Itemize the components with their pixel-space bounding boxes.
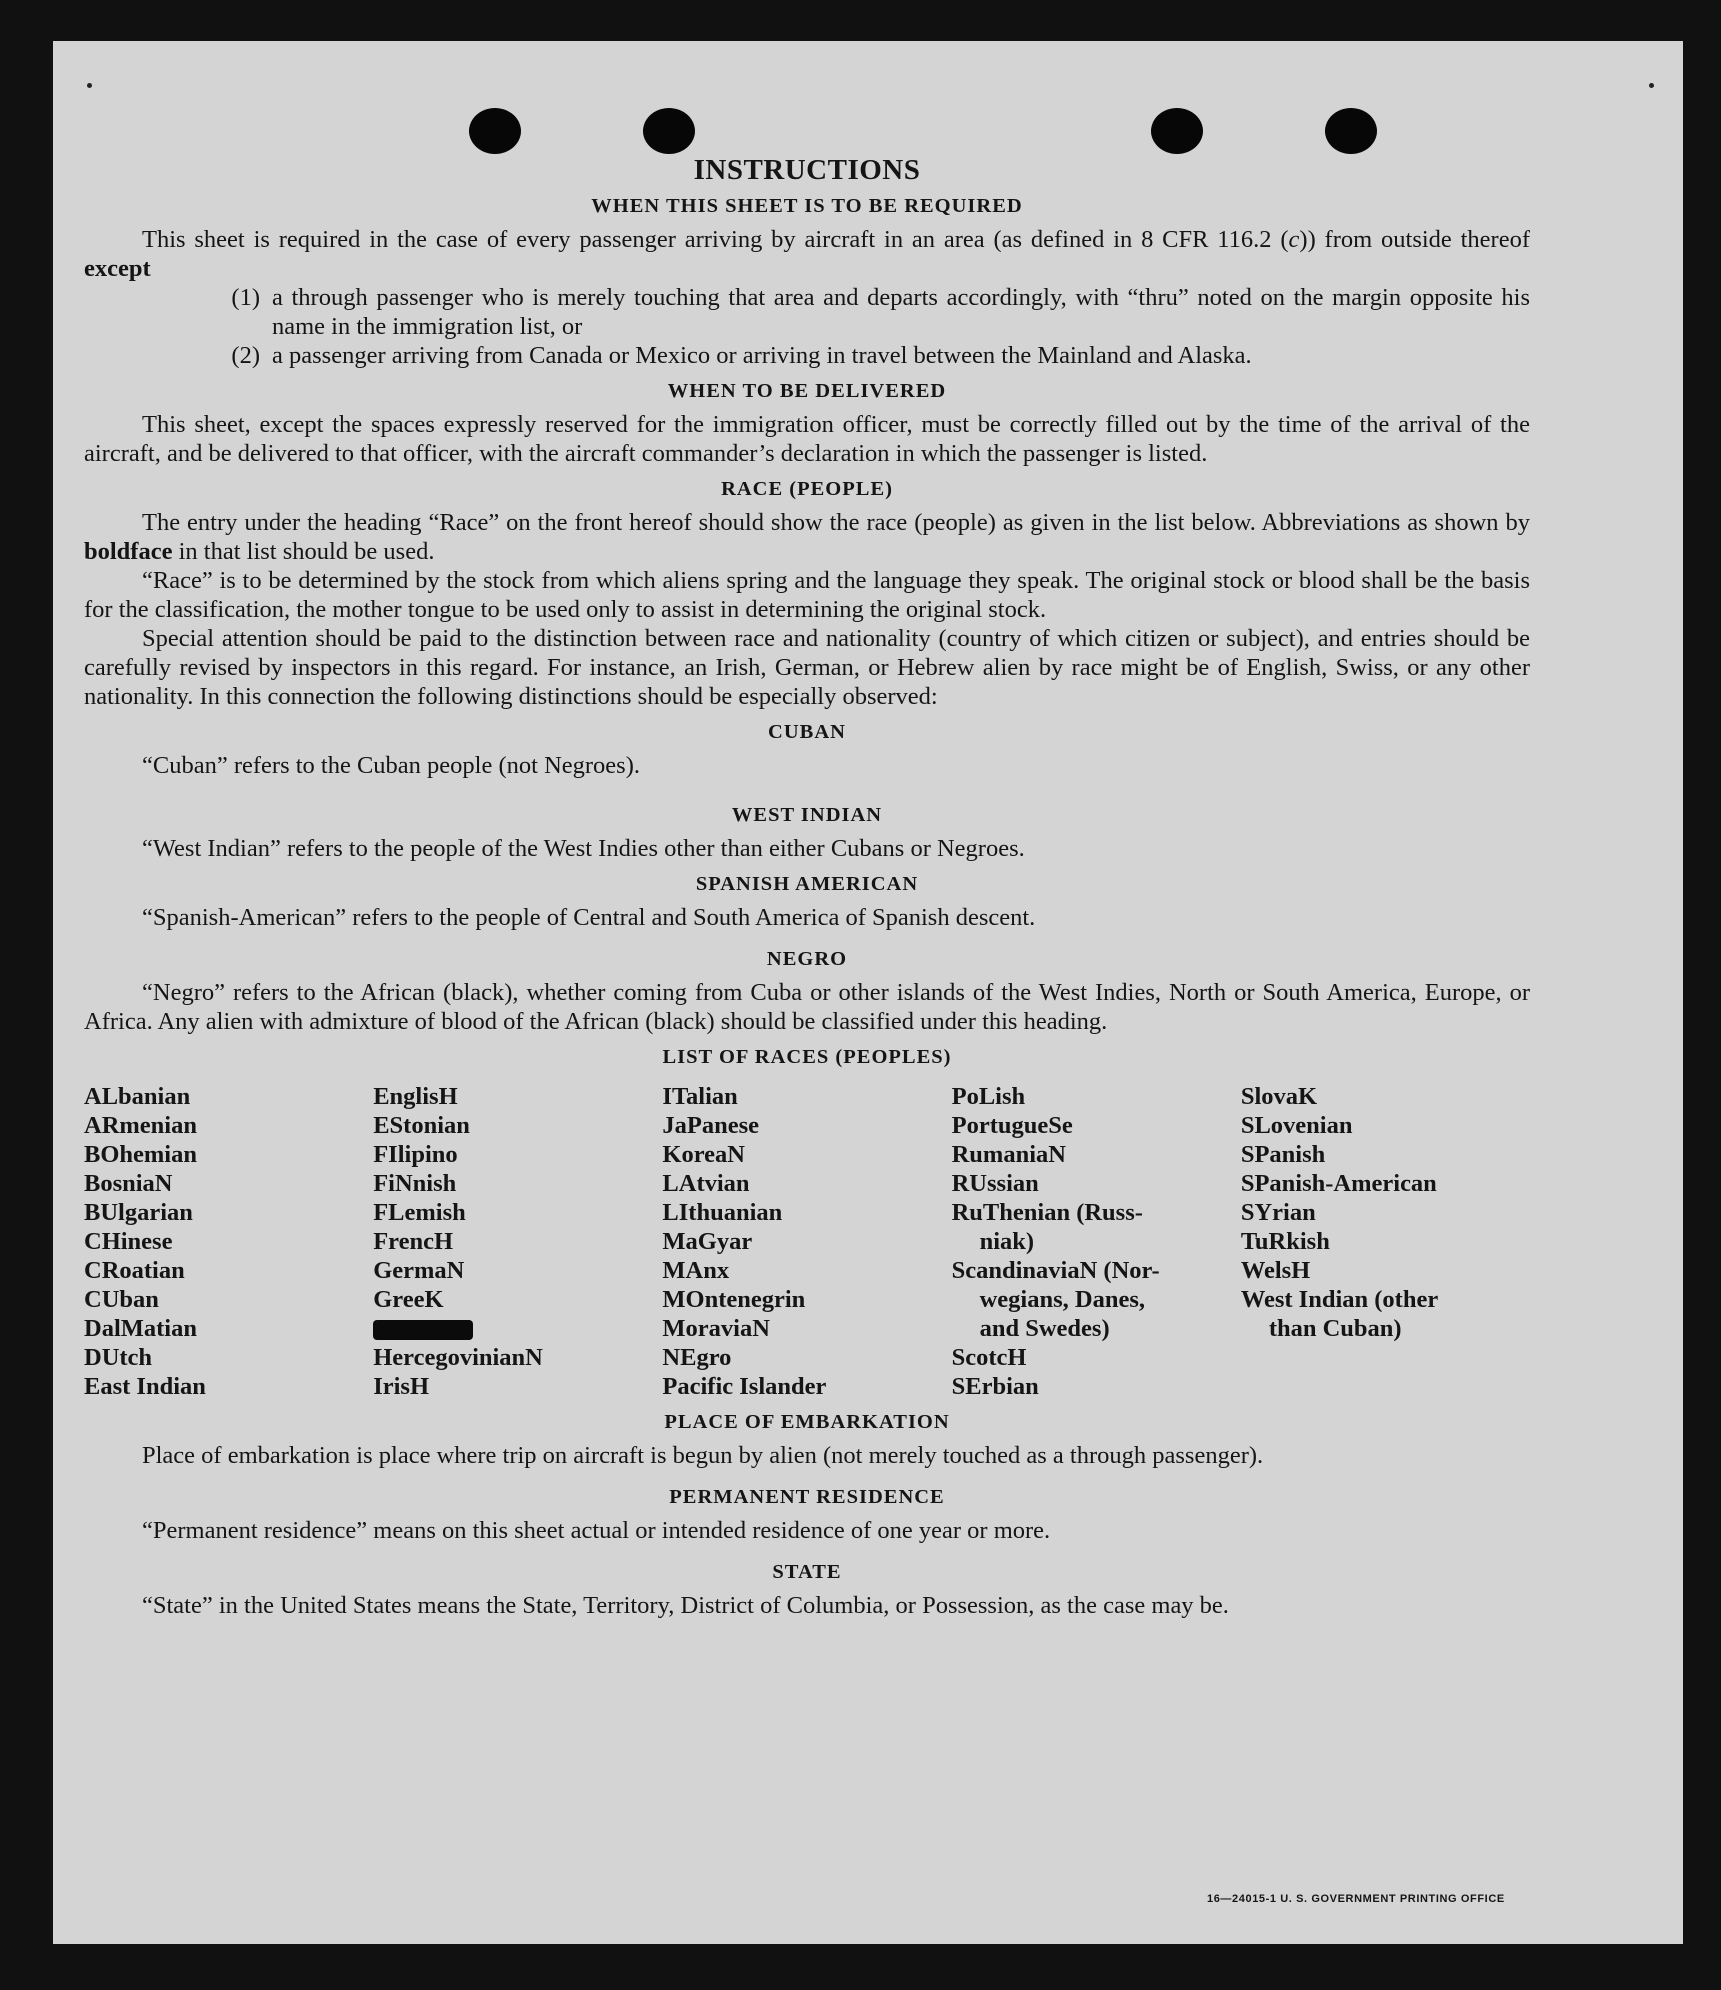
page-title: INSTRUCTIONS xyxy=(693,154,921,186)
races-column-3 xyxy=(662,1082,951,1401)
race-entry: MoraviaN xyxy=(662,1315,770,1342)
race-entry: SPanish xyxy=(1240,1141,1326,1168)
race-entry: MAnx xyxy=(662,1257,730,1284)
item-number: (2) xyxy=(231,342,260,369)
heading-embarkation: PLACE OF EMBARKATION xyxy=(664,1411,950,1433)
heading-cuban: CUBAN xyxy=(768,721,846,743)
punch-hole xyxy=(1151,108,1203,154)
document-sheet xyxy=(53,41,1683,1944)
race-p1-c: in that list should be used. xyxy=(172,538,435,565)
race-entry: FrencH xyxy=(373,1228,454,1255)
race-entry: SPanish-American xyxy=(1240,1170,1437,1197)
cuban-text: “Cuban” refers to the Cuban people (not Negroes). xyxy=(142,752,640,779)
race-entry: CUban xyxy=(84,1286,159,1313)
race-entry: GermaN xyxy=(373,1257,465,1284)
race-entry: IrisH xyxy=(373,1373,430,1400)
punch-hole xyxy=(469,108,521,154)
race-entry: ScandinaviaN (Nor- xyxy=(951,1257,1160,1284)
race-entry: PortugueSe xyxy=(951,1112,1073,1139)
race-entry: East Indian xyxy=(84,1373,206,1400)
race-entry: BosniaN xyxy=(84,1170,173,1197)
race-entry: ScotcH xyxy=(951,1344,1027,1371)
heading-delivered: WHEN TO BE DELIVERED xyxy=(667,380,947,402)
race-entry: DUtch xyxy=(84,1344,153,1371)
punch-hole xyxy=(1325,108,1377,154)
instructions-content xyxy=(84,156,1530,1620)
required-intro-b: c xyxy=(1288,226,1300,253)
race-entry: SYrian xyxy=(1240,1199,1316,1226)
race-entry: FiNnish xyxy=(373,1170,457,1197)
races-column-5 xyxy=(1241,1082,1530,1401)
item-text: a passenger arriving from Canada or Mexico or arriving in travel between the Mainland and Alaska. xyxy=(272,342,1252,369)
race-entry: EStonian xyxy=(373,1112,470,1139)
races-column-4 xyxy=(952,1082,1241,1401)
ink-speck xyxy=(87,83,92,88)
required-intro-except: except xyxy=(84,255,151,282)
races-column-2 xyxy=(373,1082,662,1401)
required-item-1 xyxy=(84,283,1530,341)
state-text: “State” in the United States means the State, Territory, District of Columbia, or Possession, as the case may be. xyxy=(142,1592,1229,1619)
race-p1-boldface: boldface xyxy=(84,538,173,565)
race-entry: TuRkish xyxy=(1240,1228,1330,1255)
race-entry: CRoatian xyxy=(84,1257,185,1284)
ink-speck xyxy=(1649,83,1654,88)
race-entry: ARmenian xyxy=(84,1112,197,1139)
race-entry-continued: niak) xyxy=(979,1228,1035,1255)
race-entry: FLemish xyxy=(373,1199,466,1226)
race-entry: Pacific Islander xyxy=(662,1373,827,1400)
race-entry: LAtvian xyxy=(662,1170,750,1197)
heading-permanent-residence: PERMANENT RESIDENCE xyxy=(669,1486,945,1508)
required-intro-a: This sheet is required in the case of every passenger arriving by aircraft in an area (as defined in 8 CFR 116.2 ( xyxy=(142,226,1289,253)
race-entry: MOntenegrin xyxy=(662,1286,806,1313)
race-entry: MaGyar xyxy=(662,1228,753,1255)
redaction-mark xyxy=(373,1320,473,1340)
item-number: (1) xyxy=(231,284,260,311)
punch-hole xyxy=(643,108,695,154)
race-entry: RuThenian (Russ- xyxy=(951,1199,1143,1226)
required-intro-c: )) from outside thereof xyxy=(1299,226,1530,253)
race-entry: RUssian xyxy=(951,1170,1039,1197)
races-column-1 xyxy=(84,1082,373,1401)
race-entry-continued: than Cuban) xyxy=(1268,1315,1402,1342)
race-paragraph-3: Special attention should be paid to the distinction between race and nationality (country of which citizen or subject), and entries should be carefully revised by inspectors in this regard. For instance, an Irish, German, or Hebrew alien by race might be of English, Swiss, or any other nationality. In this connection the following distinctions should be especially observed: xyxy=(84,625,1530,710)
heading-required: WHEN THIS SHEET IS TO BE REQUIRED xyxy=(591,195,1023,217)
race-entry: ITalian xyxy=(662,1083,738,1110)
redacted-entry xyxy=(373,1314,662,1343)
printing-office-code: 16—24015-1 U. S. GOVERNMENT PRINTING OFFICE xyxy=(1207,1893,1505,1905)
race-entry: JaPanese xyxy=(662,1112,760,1139)
heading-race: RACE (PEOPLE) xyxy=(721,478,893,500)
residence-text: “Permanent residence” means on this sheet actual or intended residence of one year or more. xyxy=(142,1517,1051,1544)
race-p1-a: The entry under the heading “Race” on the front hereof should show the race (people) as given in the list below. Abbreviations as shown by xyxy=(142,509,1530,536)
race-entry: WelsH xyxy=(1240,1257,1311,1284)
race-entry: EnglisH xyxy=(373,1083,458,1110)
heading-west-indian: WEST INDIAN xyxy=(731,804,883,826)
race-entry: HercegovinianN xyxy=(373,1344,543,1371)
required-intro xyxy=(84,225,1530,283)
race-entry: GreeK xyxy=(373,1286,444,1313)
item-text: a through passenger who is merely touching that area and departs accordingly, with “thru” noted on the margin opposite his name in the immigration list, or xyxy=(272,284,1530,340)
race-entry-continued: and Swedes) xyxy=(979,1315,1110,1342)
race-entry: SlovaK xyxy=(1240,1083,1318,1110)
race-entry-continued: wegians, Danes, xyxy=(979,1286,1145,1313)
race-entry: NEgro xyxy=(662,1344,732,1371)
races-list xyxy=(84,1082,1530,1401)
race-paragraph-2: “Race” is to be determined by the stock from which aliens spring and the language they speak. The original stock or blood shall be the basis for the classification, the mother tongue to be used only to assist in determining the original stock. xyxy=(84,567,1530,623)
race-entry: West Indian (other xyxy=(1240,1286,1439,1313)
race-entry: DalMatian xyxy=(84,1315,197,1342)
race-entry: CHinese xyxy=(84,1228,173,1255)
race-entry: PoLish xyxy=(951,1083,1026,1110)
spanish-american-text: “Spanish-American” refers to the people of Central and South America of Spanish descent. xyxy=(142,904,1036,931)
race-entry: BOhemian xyxy=(84,1141,197,1168)
delivered-text: This sheet, except the spaces expressly reserved for the immigration officer, must be correctly filled out by the time of the arrival of the aircraft, and be delivered to that officer, with the aircraft commander’s declaration in which the passenger is listed. xyxy=(84,411,1530,467)
heading-list-of-races: LIST OF RACES (PEOPLES) xyxy=(662,1046,952,1068)
heading-negro: NEGRO xyxy=(766,948,848,970)
race-entry: ALbanian xyxy=(84,1083,191,1110)
race-entry: LIthuanian xyxy=(662,1199,783,1226)
race-entry: SLovenian xyxy=(1240,1112,1353,1139)
negro-text: “Negro” refers to the African (black), whether coming from Cuba or other islands of the West Indies, North or South America, Europe, or Africa. Any alien with admixture of blood of the African (black) should be classified under this heading. xyxy=(84,979,1530,1035)
required-item-2 xyxy=(84,341,1530,370)
race-entry: RumaniaN xyxy=(951,1141,1066,1168)
heading-spanish-american: SPANISH AMERICAN xyxy=(695,873,919,895)
race-entry: SErbian xyxy=(951,1373,1039,1400)
west-indian-text: “West Indian” refers to the people of the West Indies other than either Cubans or Negroes. xyxy=(142,835,1025,862)
race-entry: KoreaN xyxy=(662,1141,745,1168)
race-paragraph-1 xyxy=(84,508,1530,566)
embarkation-text: Place of embarkation is place where trip on aircraft is begun by alien (not merely touched as a through passenger). xyxy=(142,1442,1264,1469)
race-entry: FIlipino xyxy=(373,1141,458,1168)
heading-state: STATE xyxy=(772,1561,842,1583)
race-entry: BUlgarian xyxy=(84,1199,193,1226)
